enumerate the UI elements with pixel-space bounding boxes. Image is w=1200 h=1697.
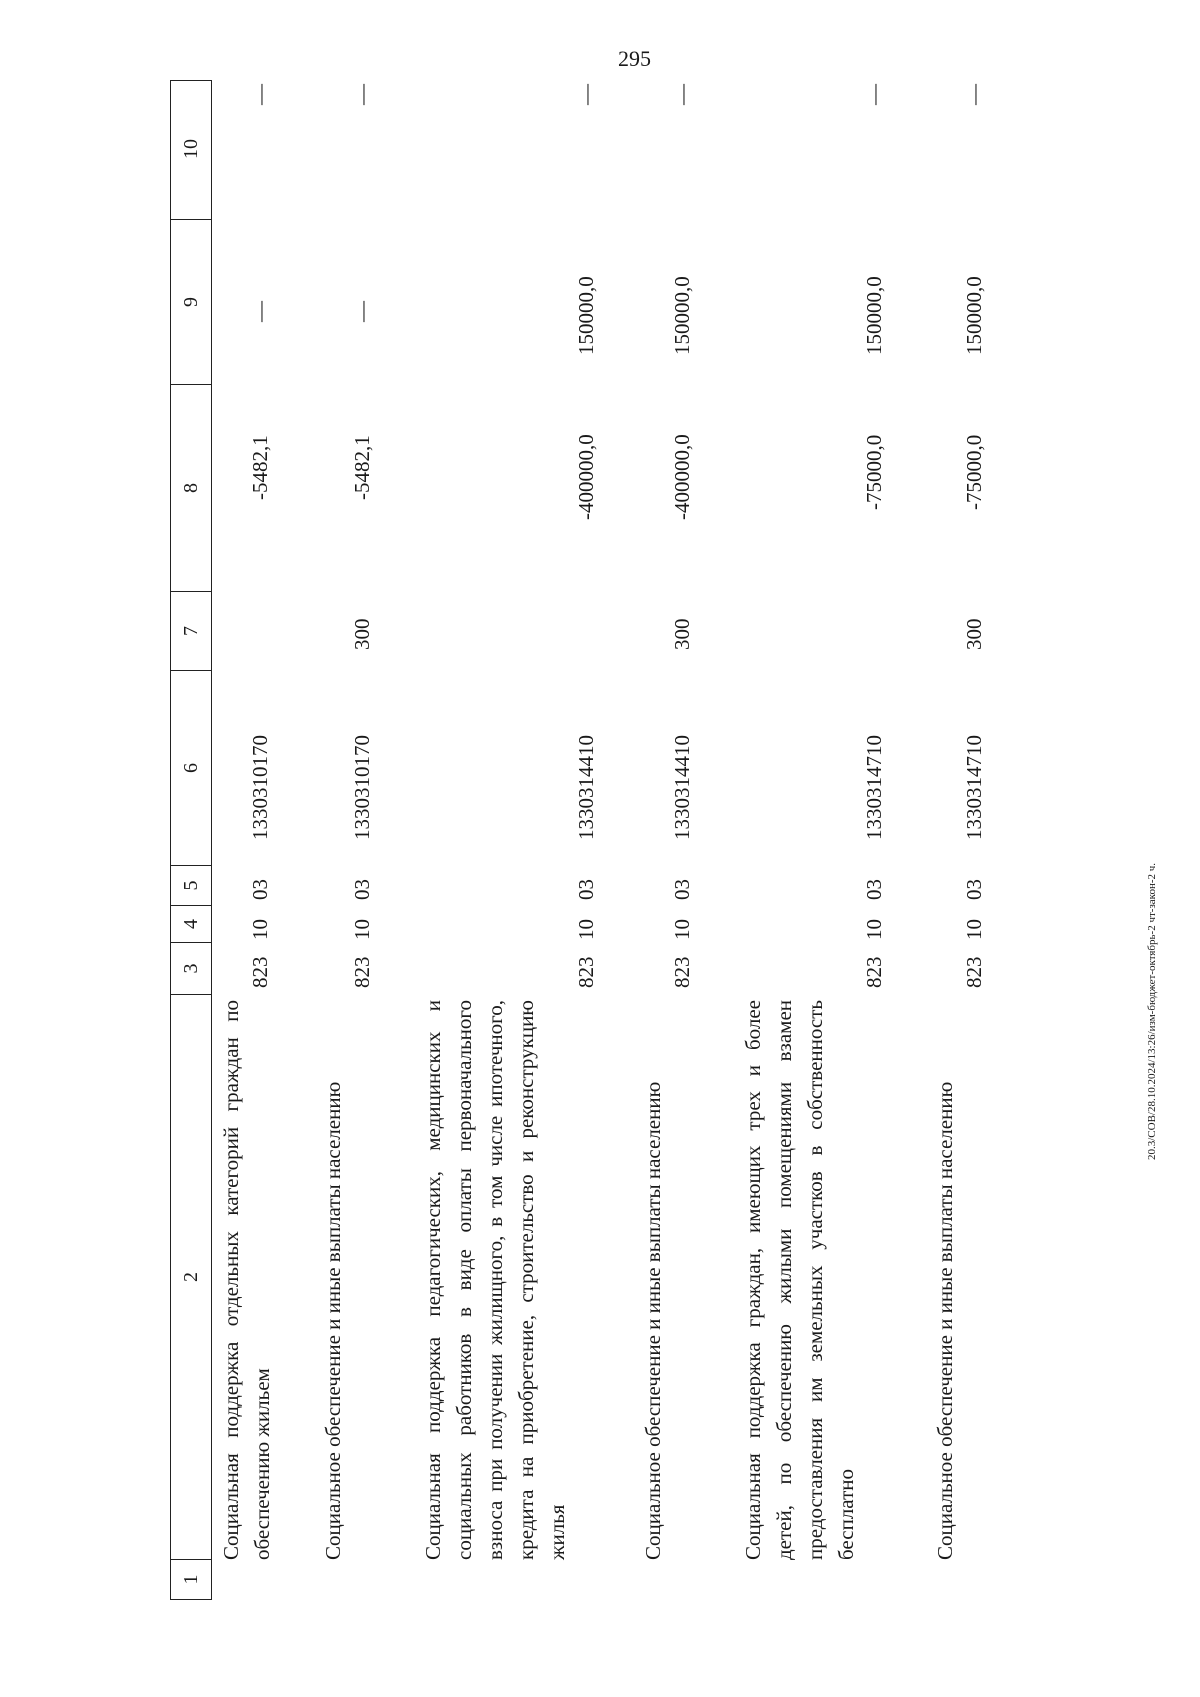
cell-c9: 150000,0 bbox=[670, 276, 694, 355]
cell-c10: — bbox=[670, 84, 694, 105]
cell-c6: 1330310170 bbox=[248, 735, 272, 840]
cell-c4: 10 bbox=[962, 919, 986, 940]
cell-c6: 1330314410 bbox=[574, 735, 598, 840]
column-header-9: 9 bbox=[171, 219, 211, 384]
cell-c5: 03 bbox=[574, 879, 598, 900]
cell-c3: 823 bbox=[670, 956, 694, 988]
column-header-7: 7 bbox=[171, 591, 211, 670]
cell-c5: 03 bbox=[670, 879, 694, 900]
cell-c8: -75000,0 bbox=[862, 434, 886, 510]
cell-c3: 823 bbox=[862, 956, 886, 988]
cell-c6: 1330314710 bbox=[862, 735, 886, 840]
table-row bbox=[314, 80, 414, 1600]
table-row bbox=[926, 80, 1026, 1600]
cell-c8: -5482,1 bbox=[248, 435, 272, 500]
cell-c6: 1330314710 bbox=[962, 735, 986, 840]
table-row bbox=[212, 80, 314, 1600]
cell-c9: — bbox=[248, 301, 272, 322]
row-name: Социальная поддержка отдельных категорий граждан по обеспечению жильем bbox=[219, 1000, 274, 1560]
column-header-1: 1 bbox=[171, 1559, 211, 1599]
cell-c7: 300 bbox=[962, 618, 986, 650]
cell-c9: 150000,0 bbox=[862, 276, 886, 355]
table-header-row bbox=[170, 80, 212, 1600]
cell-c4: 10 bbox=[862, 919, 886, 940]
cell-c3: 823 bbox=[350, 956, 374, 988]
cell-c7: 300 bbox=[350, 618, 374, 650]
cell-c3: 823 bbox=[248, 956, 272, 988]
cell-c10: — bbox=[350, 84, 374, 105]
row-name: Социальная поддержка граждан, имеющих трех и более детей, по обеспечению жилыми помещениями взамен предоставления им земельных участков в собственность бесплатно bbox=[741, 1000, 858, 1560]
cell-c5: 03 bbox=[248, 879, 272, 900]
row-name: Социальное обеспечение и иные выплаты населению bbox=[321, 1081, 345, 1560]
cell-c9: 150000,0 bbox=[574, 276, 598, 355]
table-row bbox=[414, 80, 634, 1600]
cell-c5: 03 bbox=[350, 879, 374, 900]
cell-c10: — bbox=[862, 84, 886, 105]
cell-c6: 1330314410 bbox=[670, 735, 694, 840]
cell-c10: — bbox=[962, 84, 986, 105]
table-row bbox=[634, 80, 734, 1600]
column-header-2: 2 bbox=[171, 994, 211, 1559]
cell-c6: 1330310170 bbox=[350, 735, 374, 840]
cell-c9: — bbox=[350, 301, 374, 322]
cell-c3: 823 bbox=[574, 956, 598, 988]
cell-c4: 10 bbox=[248, 919, 272, 940]
row-name: Социальная поддержка педагогических, медицинских и социальных работников в виде оплаты первоначального взноса при получении жилищного, в том числе ипотечного, кредита на приобретение, строительство и реконструкцию жилья bbox=[421, 1000, 569, 1560]
cell-c8: -400000,0 bbox=[670, 434, 694, 520]
cell-c7: 300 bbox=[670, 618, 694, 650]
row-name: Социальное обеспечение и иные выплаты населению bbox=[933, 1081, 957, 1560]
cell-c3: 823 bbox=[962, 956, 986, 988]
column-header-5: 5 bbox=[171, 865, 211, 905]
column-header-3: 3 bbox=[171, 942, 211, 994]
cell-c9: 150000,0 bbox=[962, 276, 986, 355]
page-number: 295 bbox=[618, 46, 651, 71]
column-header-8: 8 bbox=[171, 384, 211, 591]
column-header-4: 4 bbox=[171, 905, 211, 942]
column-header-10: 10 bbox=[179, 139, 202, 159]
cell-c8: -400000,0 bbox=[574, 434, 598, 520]
cell-c4: 10 bbox=[574, 919, 598, 940]
row-name: Социальное обеспечение и иные выплаты населению bbox=[641, 1081, 665, 1560]
budget-table bbox=[170, 80, 1200, 1600]
cell-c10: — bbox=[248, 84, 272, 105]
cell-c4: 10 bbox=[670, 919, 694, 940]
column-header-6: 6 bbox=[171, 670, 211, 865]
cell-c4: 10 bbox=[350, 919, 374, 940]
table-row bbox=[734, 80, 926, 1600]
cell-c5: 03 bbox=[962, 879, 986, 900]
footer-note: 20.3/СОВ/28.10.2024/13:26/изм-бюджет-октябрь-2 чт-закон-2 ч. bbox=[1146, 862, 1158, 1160]
cell-c8: -75000,0 bbox=[962, 434, 986, 510]
cell-c10: — bbox=[574, 84, 598, 105]
cell-c8: -5482,1 bbox=[350, 435, 374, 500]
cell-c5: 03 bbox=[862, 879, 886, 900]
